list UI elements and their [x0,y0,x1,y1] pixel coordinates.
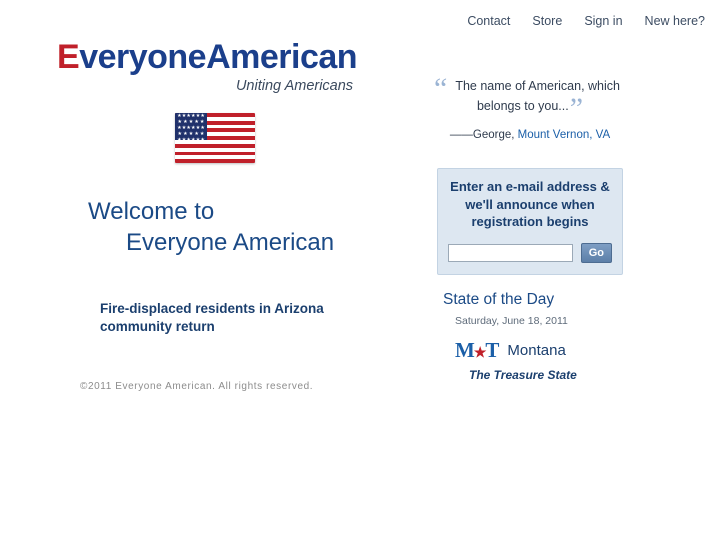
state-name: Montana [507,342,566,359]
quote-open-mark: “ [434,72,448,105]
nav-item-sign-in[interactable]: Sign in [584,14,623,28]
state-nickname: The Treasure State [469,368,577,382]
logo-text [57,40,357,76]
quote-close-mark: ” [569,92,584,125]
quote-block [430,72,630,141]
quote-attribution [430,129,630,141]
copyright-text: ©2011 Everyone American. All rights reserved. [80,381,314,392]
us-flag-icon [175,113,255,165]
email-signup-panel [437,168,623,275]
signup-title: Enter an e-mail address & we'll announce when registration begins [450,179,610,230]
page-title [88,196,334,258]
site-logo[interactable] [57,40,357,94]
state-of-the-day-state[interactable] [455,338,566,363]
nav-item-store[interactable]: Store [532,14,563,28]
logo-word-american: American [206,38,358,76]
logo-word-everyone: Everyone [57,38,207,76]
nav-item-new-here[interactable]: New here? [644,14,705,28]
quote-text: The name of American, which belongs to you... [455,79,620,113]
state-of-the-day-title: State of the Day [443,291,555,308]
welcome-line-1: Welcome to [88,198,215,225]
quote-text-wrap [430,72,630,125]
quote-place-link[interactable]: Mount Vernon, VA [517,129,611,141]
montana-abbreviation-icon: M★T [455,338,499,362]
state-of-the-day-date: Saturday, June 18, 2011 [455,315,568,327]
email-input[interactable] [448,244,573,262]
signup-go-button[interactable]: Go [581,243,612,263]
welcome-line-2: Everyone American [126,229,335,257]
signup-form [446,243,614,263]
logo-tagline: Uniting Americans [235,77,354,94]
flag-canton: ★ ★ ★ ★ ★ ★ ★ ★ ★ ★ ★ ★ ★ ★ ★ ★ ★ ★ ★ ★ ★ ★ ★ ★ ★ ★ ★ ★ [175,113,207,140]
quote-author: George, [472,129,515,141]
top-navigation [467,14,705,28]
news-headline[interactable]: Fire-displaced residents in Arizona community return [100,301,324,335]
nav-item-contact[interactable]: Contact [467,14,511,28]
quote-dash: —— [449,129,473,141]
